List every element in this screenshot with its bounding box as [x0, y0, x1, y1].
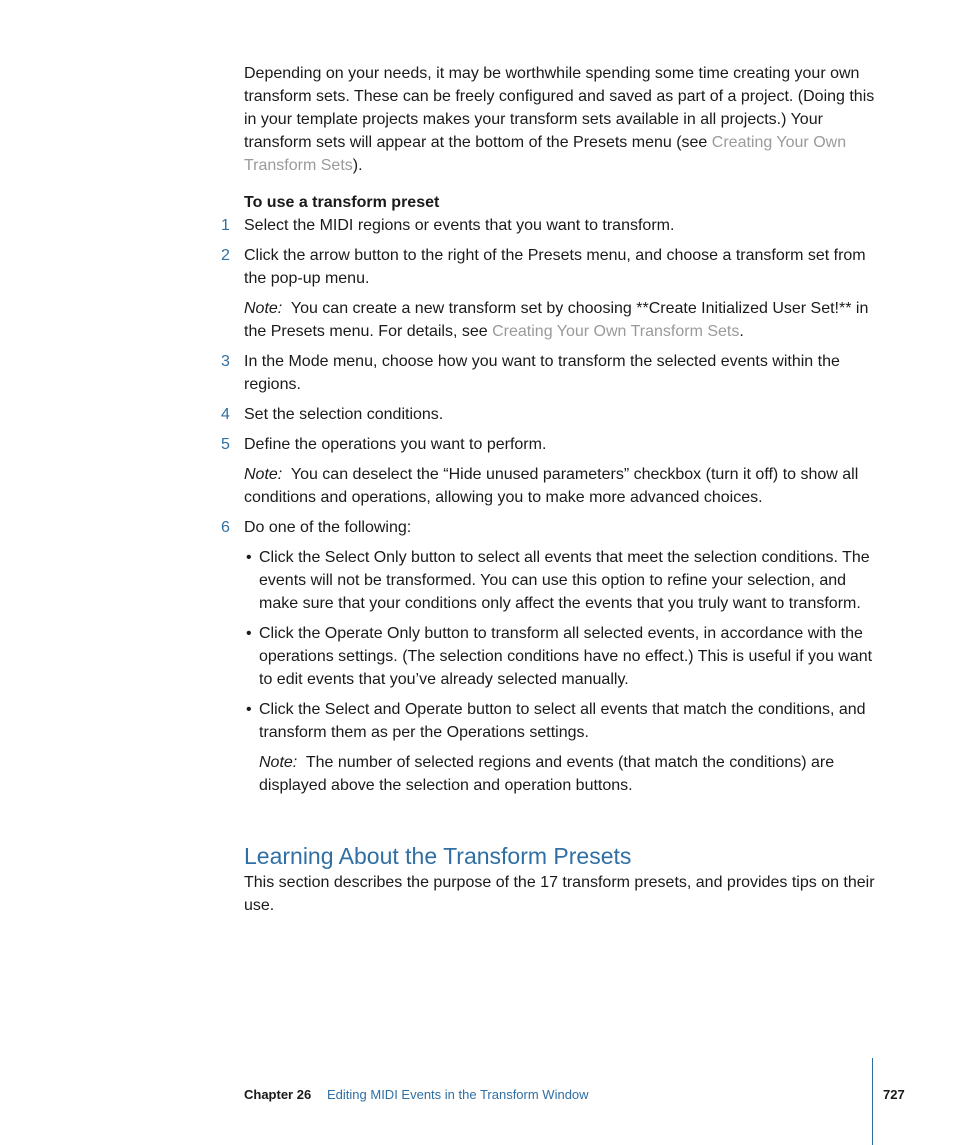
footer-chapter: Chapter 26 — [244, 1087, 312, 1102]
bullet-item: Click the Select and Operate button to select all events that match the conditions, and transform them as per the Operations settings. — [259, 701, 866, 741]
step-text: Do one of the following: — [244, 519, 412, 536]
note-paragraph: Note: You can create a new transform set by choosing **Create Initialized User Set!** in the Presets menu. For details, see Creating Your Own Transform Sets. — [244, 300, 869, 340]
step-number: 5 — [221, 436, 230, 453]
note-label: Note: — [244, 300, 283, 317]
bullet-icon: • — [246, 701, 252, 718]
bullet-item: Click the Operate Only button to transform all selected events, in accordance with the operations settings. (The selection conditions have no effect.) This is useful if you want to edit events that you’ve already selected manually. — [259, 625, 873, 688]
creating-transform-sets-link[interactable]: Creating Your Own Transform Sets — [492, 323, 740, 340]
bullet-icon: • — [246, 625, 252, 642]
section-intro: This section describes the purpose of the 17 transform presets, and provides tips on their use. — [244, 874, 875, 914]
creating-transform-sets-link[interactable]: Creating Your Own Transform Sets — [244, 134, 847, 174]
step-text: Define the operations you want to perform. — [244, 436, 547, 453]
step-text: In the Mode menu, choose how you want to transform the selected events within the regions. — [244, 353, 840, 393]
step-number: 1 — [221, 217, 230, 234]
procedure-title: To use a transform preset — [244, 194, 440, 211]
page-number: 727 — [883, 1087, 905, 1102]
intro-paragraph: Depending on your needs, it may be worthwhile spending some time creating your own transform sets. These can be freely configured and saved as part of a project. (Doing this in your template projects makes your transform sets available in all projects.) Your transform sets will appear at the bottom of the Presets menu (see Creating Your Own Transform Sets). — [244, 65, 875, 174]
step-text: Click the arrow button to the right of the Presets menu, and choose a transform set from the pop-up menu. — [244, 247, 866, 287]
step-number: 3 — [221, 353, 230, 370]
step-text: Select the MIDI regions or events that you want to transform. — [244, 217, 675, 234]
section-heading: Learning About the Transform Presets — [244, 843, 632, 869]
step-text: Set the selection conditions. — [244, 406, 444, 423]
bullet-icon: • — [246, 549, 252, 566]
footer-chapter-title: Editing MIDI Events in the Transform Window — [327, 1087, 589, 1102]
bullet-item: Click the Select Only button to select all events that meet the selection conditions. The events will not be transformed. You can use this option to refine your selection, and make sure that your conditions only affect the events that you truly want to transform. — [259, 549, 870, 612]
step-number: 6 — [221, 519, 230, 536]
note-label: Note: — [244, 466, 283, 483]
step-number: 4 — [221, 406, 230, 423]
step-number: 2 — [221, 247, 230, 264]
note-paragraph: Note: The number of selected regions and events (that match the conditions) are displayed above the selection and operation buttons. — [259, 754, 835, 794]
note-label: Note: — [259, 754, 298, 771]
footer-divider — [872, 1058, 873, 1145]
note-paragraph: Note: You can deselect the “Hide unused parameters” checkbox (turn it off) to show all conditions and operations, allowing you to make more advanced choices. — [244, 466, 859, 506]
